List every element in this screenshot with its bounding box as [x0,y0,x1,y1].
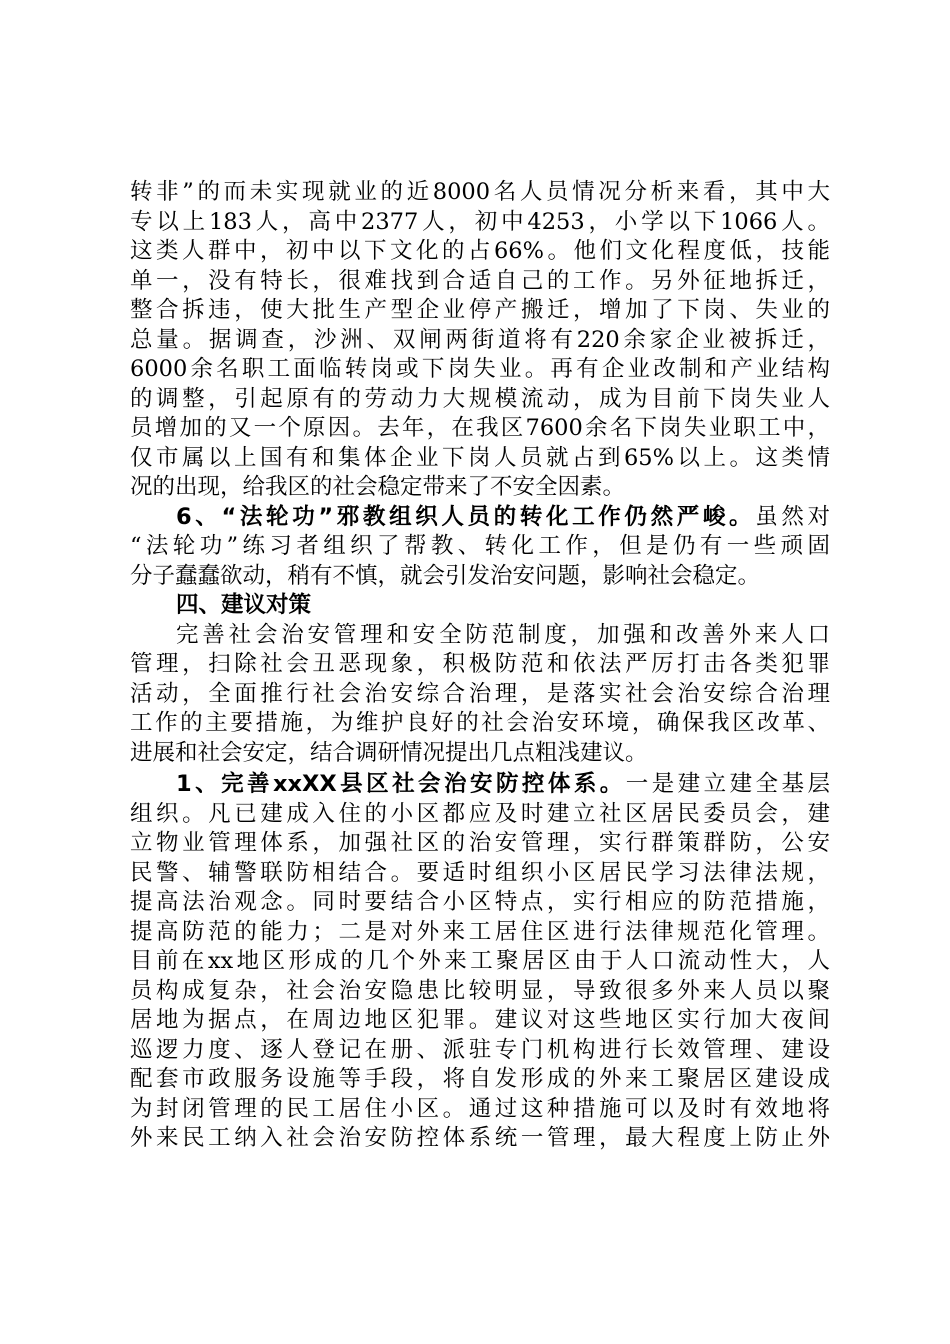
text-run: 虽然对 [755,503,830,530]
document-page [130,178,830,1154]
text-line: 居地为据点，在周边地区犯罪。建议对这些地区实行加大夜间 [130,1007,830,1033]
text-line: 目前在xx地区形成的几个外来工聚居区由于人口流动性大，人 [130,948,830,974]
paragraph-suggestions-intro [130,621,830,769]
text-line: 6000余名职工面临转岗或下岗失业。再有企业改制和产业结构 [130,356,830,382]
paragraph-falungong [130,503,830,592]
text-line: 完善社会治安管理和安全防范制度，加强和改善外来人口 [176,621,830,648]
text-line: 工作的主要措施，为维护良好的社会治安环境，确保我区改革、 [130,710,830,736]
text-line: 巡逻力度、逐人登记在册、派驻专门机构进行长效管理、建设 [130,1036,830,1063]
paragraph-lead-heading: 1、完善xxXX县区社会治安防控体系。 [176,771,626,797]
section-heading: 四、建议对策 [176,592,312,618]
text-line: 的调整，引起原有的劳动力大规模流动，成为目前下岗失业人 [130,385,830,412]
paragraph-prevention-system [130,770,830,1154]
text-line: 立物业管理体系，加强社区的治安管理，实行群策群防，公安 [130,830,830,856]
text-line: 仅市属以上国有和集体企业下岗人员就占到65%以上。这类情 [130,444,830,471]
text-line: 管理，扫除社会丑恶现象，积极防范和依法严厉打击各类犯罪 [130,651,830,677]
text-line: 提高防范的能力；二是对外来工居住区进行法律规范化管理。 [130,918,830,945]
text-line: 外来民工纳入社会治安防控体系统一管理，最大程度上防止外 [130,1125,830,1151]
text-line: 配套市政服务设施等手段，将自发形成的外来工聚居区建设成 [130,1066,830,1092]
text-line: 单一，没有特长，很难找到合适自己的工作。另外征地拆迁， [130,267,830,294]
text-line: 员构成复杂，社会治安隐患比较明显，导致很多外来人员以聚 [130,977,830,1004]
text-line: 进展和社会安定，结合调研情况提出几点粗浅建议。 [130,739,648,766]
text-line: 转非”的而未实现就业的近8000名人员情况分析来看，其中大 [130,179,830,205]
text-line: 这类人群中，初中以下文化的占66%。他们文化程度低，技能 [130,238,830,264]
text-line: 况的出现，给我区的社会稳定带来了不安全因素。 [130,474,626,500]
text-line [130,503,830,533]
text-line: 民警、辅警联防相结合。要适时组织小区居民学习法律法规， [130,859,830,886]
text-line: 组织。凡已建成入住的小区都应及时建立社区居民委员会，建 [130,800,830,827]
text-line [130,770,830,800]
text-line: 为封闭管理的民工居住小区。通过这种措施可以及时有效地将 [130,1095,830,1122]
text-line: 提高法治观念。同时要结合小区特点，实行相应的防范措施， [130,889,830,915]
text-line: 分子蠢蠢欲动，稍有不慎，就会引发治安问题，影响社会稳定。 [130,562,761,589]
text-line: 总量。据调查，沙洲、双闸两街道将有220余家企业被拆迁， [130,326,830,353]
paragraph-lead-heading: 6、“法轮功”邪教组织人员的转化工作仍然严峻。 [176,503,756,530]
text-line: 员增加的又一个原因。去年，在我区7600余名下岗失业职工中， [130,415,830,441]
text-line: “法轮功”练习者组织了帮教、转化工作，但是仍有一些顽固 [130,533,830,559]
paragraph-employment [130,178,830,503]
text-line: 整合拆违，使大批生产型企业停产搬迁，增加了下岗、失业的 [130,297,830,323]
text-line: 活动，全面推行社会治安综合治理，是落实社会治安综合治理 [130,680,830,707]
text-line: 专以上183人，高中2377人，初中4253，小学以下1066人。 [130,208,830,235]
text-run: 一是建立建全基层 [625,771,830,797]
